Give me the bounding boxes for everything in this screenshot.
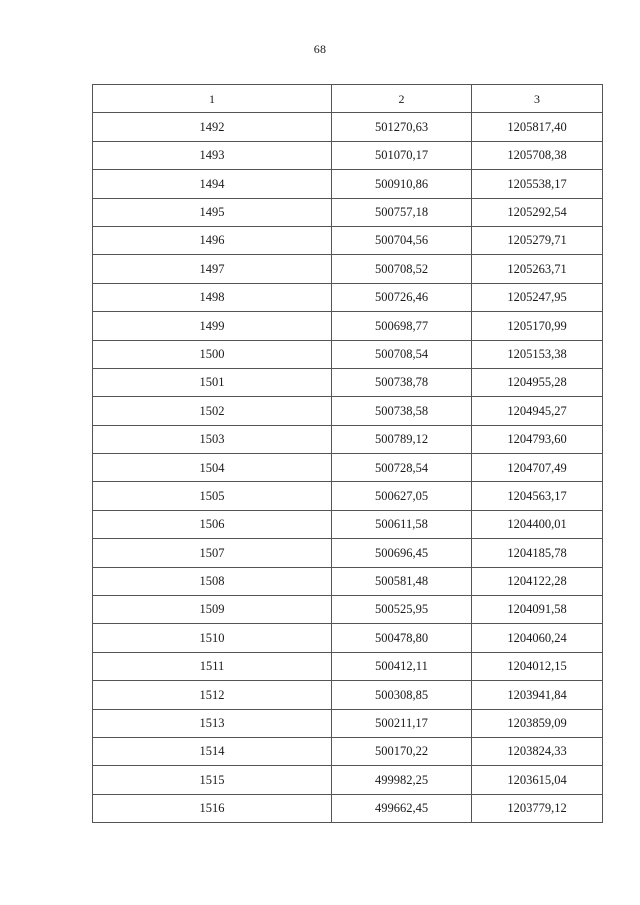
table-row — [93, 312, 603, 340]
table-row — [93, 368, 603, 396]
y-coordinate-cell: 1204955,28 — [472, 368, 603, 396]
x-coordinate-cell: 500698,77 — [332, 312, 472, 340]
y-coordinate-cell: 1204793,60 — [472, 425, 603, 453]
point-number-cell: 1512 — [93, 681, 332, 709]
x-coordinate-cell: 500412,11 — [332, 652, 472, 680]
y-coordinate-cell: 1205817,40 — [472, 113, 603, 141]
point-number-cell: 1510 — [93, 624, 332, 652]
table-row — [93, 794, 603, 822]
x-coordinate-cell: 500738,78 — [332, 368, 472, 396]
y-coordinate-cell: 1205153,38 — [472, 340, 603, 368]
point-number-cell: 1516 — [93, 794, 332, 822]
y-coordinate-cell: 1205292,54 — [472, 198, 603, 226]
table-row — [93, 567, 603, 595]
table-row — [93, 681, 603, 709]
x-coordinate-cell: 500708,54 — [332, 340, 472, 368]
table-row — [93, 425, 603, 453]
table-row — [93, 624, 603, 652]
y-coordinate-cell: 1204012,15 — [472, 652, 603, 680]
y-coordinate-cell: 1204060,24 — [472, 624, 603, 652]
point-number-cell: 1511 — [93, 652, 332, 680]
x-coordinate-cell: 500611,58 — [332, 510, 472, 538]
table-row — [93, 340, 603, 368]
y-coordinate-cell: 1205538,17 — [472, 170, 603, 198]
table-row — [93, 283, 603, 311]
x-coordinate-cell: 500704,56 — [332, 226, 472, 254]
point-number-cell: 1503 — [93, 425, 332, 453]
point-number-cell: 1498 — [93, 283, 332, 311]
x-coordinate-cell: 500738,58 — [332, 397, 472, 425]
point-number-cell: 1494 — [93, 170, 332, 198]
x-coordinate-cell: 500728,54 — [332, 454, 472, 482]
x-coordinate-cell: 500627,05 — [332, 482, 472, 510]
y-coordinate-cell: 1205170,99 — [472, 312, 603, 340]
table-row — [93, 510, 603, 538]
x-coordinate-cell: 500708,52 — [332, 255, 472, 283]
y-coordinate-cell: 1205279,71 — [472, 226, 603, 254]
point-number-cell: 1506 — [93, 510, 332, 538]
table-row — [93, 397, 603, 425]
table-row — [93, 482, 603, 510]
x-coordinate-cell: 500910,86 — [332, 170, 472, 198]
y-coordinate-cell: 1204400,01 — [472, 510, 603, 538]
table-row — [93, 596, 603, 624]
point-number-cell: 1509 — [93, 596, 332, 624]
y-coordinate-cell: 1205263,71 — [472, 255, 603, 283]
table-row — [93, 709, 603, 737]
column-header-3: 3 — [472, 85, 603, 113]
x-coordinate-cell: 500789,12 — [332, 425, 472, 453]
x-coordinate-cell: 500581,48 — [332, 567, 472, 595]
table-row — [93, 198, 603, 226]
table-row — [93, 737, 603, 765]
x-coordinate-cell: 501070,17 — [332, 141, 472, 169]
point-number-cell: 1492 — [93, 113, 332, 141]
x-coordinate-cell: 500308,85 — [332, 681, 472, 709]
y-coordinate-cell: 1204185,78 — [472, 539, 603, 567]
x-coordinate-cell: 500170,22 — [332, 737, 472, 765]
point-number-cell: 1505 — [93, 482, 332, 510]
y-coordinate-cell: 1203941,84 — [472, 681, 603, 709]
table-row — [93, 652, 603, 680]
y-coordinate-cell: 1204563,17 — [472, 482, 603, 510]
point-number-cell: 1508 — [93, 567, 332, 595]
y-coordinate-cell: 1204091,58 — [472, 596, 603, 624]
x-coordinate-cell: 499982,25 — [332, 766, 472, 794]
point-number-cell: 1495 — [93, 198, 332, 226]
x-coordinate-cell: 500696,45 — [332, 539, 472, 567]
y-coordinate-cell: 1205708,38 — [472, 141, 603, 169]
table-row — [93, 141, 603, 169]
table-row — [93, 766, 603, 794]
point-number-cell: 1507 — [93, 539, 332, 567]
y-coordinate-cell: 1203859,09 — [472, 709, 603, 737]
table-header-row — [93, 85, 603, 113]
point-number-cell: 1502 — [93, 397, 332, 425]
table-row — [93, 170, 603, 198]
table-row — [93, 226, 603, 254]
point-number-cell: 1500 — [93, 340, 332, 368]
point-number-cell: 1501 — [93, 368, 332, 396]
y-coordinate-cell: 1205247,95 — [472, 283, 603, 311]
point-number-cell: 1496 — [93, 226, 332, 254]
x-coordinate-cell: 501270,63 — [332, 113, 472, 141]
x-coordinate-cell: 499662,45 — [332, 794, 472, 822]
page-number: 68 — [313, 42, 327, 56]
table-row — [93, 113, 603, 141]
point-number-cell: 1497 — [93, 255, 332, 283]
point-number-cell: 1499 — [93, 312, 332, 340]
point-number-cell: 1504 — [93, 454, 332, 482]
coordinates-table — [92, 84, 603, 823]
point-number-cell: 1493 — [93, 141, 332, 169]
y-coordinate-cell: 1203615,04 — [472, 766, 603, 794]
column-header-2: 2 — [332, 85, 472, 113]
table-body — [93, 113, 603, 823]
y-coordinate-cell: 1204707,49 — [472, 454, 603, 482]
x-coordinate-cell: 500211,17 — [332, 709, 472, 737]
y-coordinate-cell: 1204945,27 — [472, 397, 603, 425]
point-number-cell: 1513 — [93, 709, 332, 737]
x-coordinate-cell: 500478,80 — [332, 624, 472, 652]
point-number-cell: 1515 — [93, 766, 332, 794]
column-header-1: 1 — [93, 85, 332, 113]
point-number-cell: 1514 — [93, 737, 332, 765]
y-coordinate-cell: 1203824,33 — [472, 737, 603, 765]
y-coordinate-cell: 1203779,12 — [472, 794, 603, 822]
x-coordinate-cell: 500757,18 — [332, 198, 472, 226]
table-row — [93, 255, 603, 283]
y-coordinate-cell: 1204122,28 — [472, 567, 603, 595]
x-coordinate-cell: 500726,46 — [332, 283, 472, 311]
x-coordinate-cell: 500525,95 — [332, 596, 472, 624]
table-row — [93, 454, 603, 482]
table-row — [93, 539, 603, 567]
